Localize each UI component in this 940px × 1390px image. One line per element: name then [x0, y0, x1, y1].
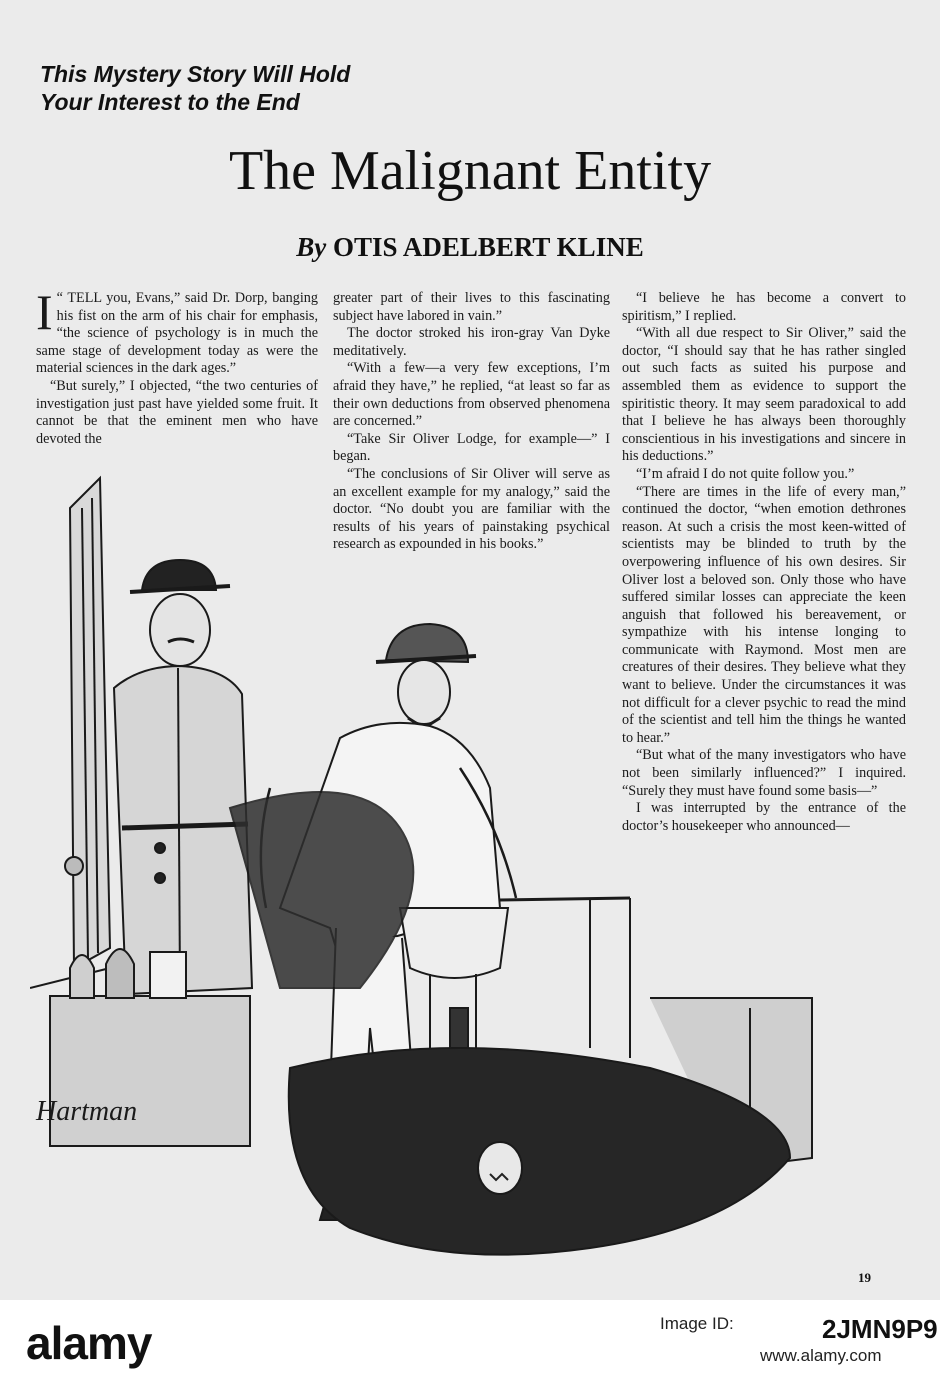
paragraph: “I’m afraid I do not quite follow you.” [636, 465, 855, 482]
paragraph: I was interrupted by the entrance of the doctor’s housekeeper who announced— [622, 800, 906, 834]
wash-basin [400, 908, 508, 1058]
watermark-url: www.alamy.com [760, 1346, 882, 1365]
signature-text: Hartman [36, 1096, 138, 1127]
watermark-footer [0, 1300, 940, 1390]
image-id-label: Image ID: [660, 1314, 734, 1333]
author-name: OTIS ADELBERT KLINE [333, 232, 644, 262]
paragraph: The doctor stroked his iron-gray Van Dyke meditatively. [333, 325, 610, 359]
paragraph: “But surely,” I objected, “the two centuries of investigation just past have yielded some fruit. It cannot be that the eminent men who have devoted the [36, 377, 318, 447]
paragraph [36, 284, 318, 378]
image-id-code: 2JMN9P9 [822, 1314, 938, 1344]
paragraph: “The conclusions of Sir Oliver will serve as an excellent example for my analogy,” said the doctor. “No doubt you are familiar with the results of his years of painstaking psychical research as expounded in his books.” [333, 465, 610, 553]
story-title: The Malignant Entity [228, 140, 712, 202]
text-column-1 [36, 284, 318, 448]
alamy-logo: alamy [26, 1317, 152, 1369]
paragraph: “With all due respect to Sir Oliver,” said the doctor, “I should say that he has rather singled out such facts as suited his purpose and assembled them as evidence to support the spiritistic theory. It may seem paradoxical to add that I believe he has always been thoroughly conscientious in his investigations and sincere in his deductions.” [622, 325, 906, 465]
paragraph: “There are times in the life of every man,” continued the doctor, “when emotion dethrones reason. At such a crisis the most keen-witted of scientists may be blinded to truth by the overpowering influence of his own desires. Sir Oliver lost a beloved son. Only those who have suffered similar losses can appreciate the keen anguish that followed his bereavement, or sympathize with his intense longing to communicate with Raymond. Most men are creatures of their desires. They believe what they want to believe. Under the circumstances it was not difficult for a clever psychic to read the mind of the scientist and tell him the things he wanted to hear.” [622, 483, 906, 746]
kicker-line-2: Your Interest to the End [40, 89, 300, 115]
kicker-line-1: This Mystery Story Will Hold [40, 61, 351, 87]
man-in-bowler-hat [114, 560, 252, 994]
paragraph: “I believe he has become a convert to spiritism,” I replied. [622, 290, 906, 324]
paragraph: “With a few—a very few exceptions, I’m afraid they have,” he replied, “at least so far as their own deductions from observed phenomena are concerned.” [333, 360, 610, 430]
kicker [40, 60, 350, 116]
byline-by: By [296, 232, 327, 262]
paragraph: “Take Sir Oliver Lodge, for example—” I began. [333, 430, 610, 465]
drop-cap: I [36, 284, 53, 340]
artist-signature [35, 1096, 137, 1127]
paragraph: “But what of the many investigators who have not been similarly influenced?” I inquired. “Surely they must have found some basis—” [622, 747, 906, 799]
doorway [30, 478, 110, 988]
page-number: 19 [858, 1270, 871, 1285]
paragraph-text: “ TELL you, Evans,” said Dr. Dorp, banging his fist on the arm of his chair for emphasis, “the science of psychology is in much the same stage of development today as were the material sciences in the dark ages.” [36, 290, 318, 377]
paragraph: greater part of their lives to this fascinating subject have labored in vain.” [333, 290, 610, 324]
pen-and-ink-illustration [30, 465, 912, 1290]
byline [0, 230, 940, 264]
